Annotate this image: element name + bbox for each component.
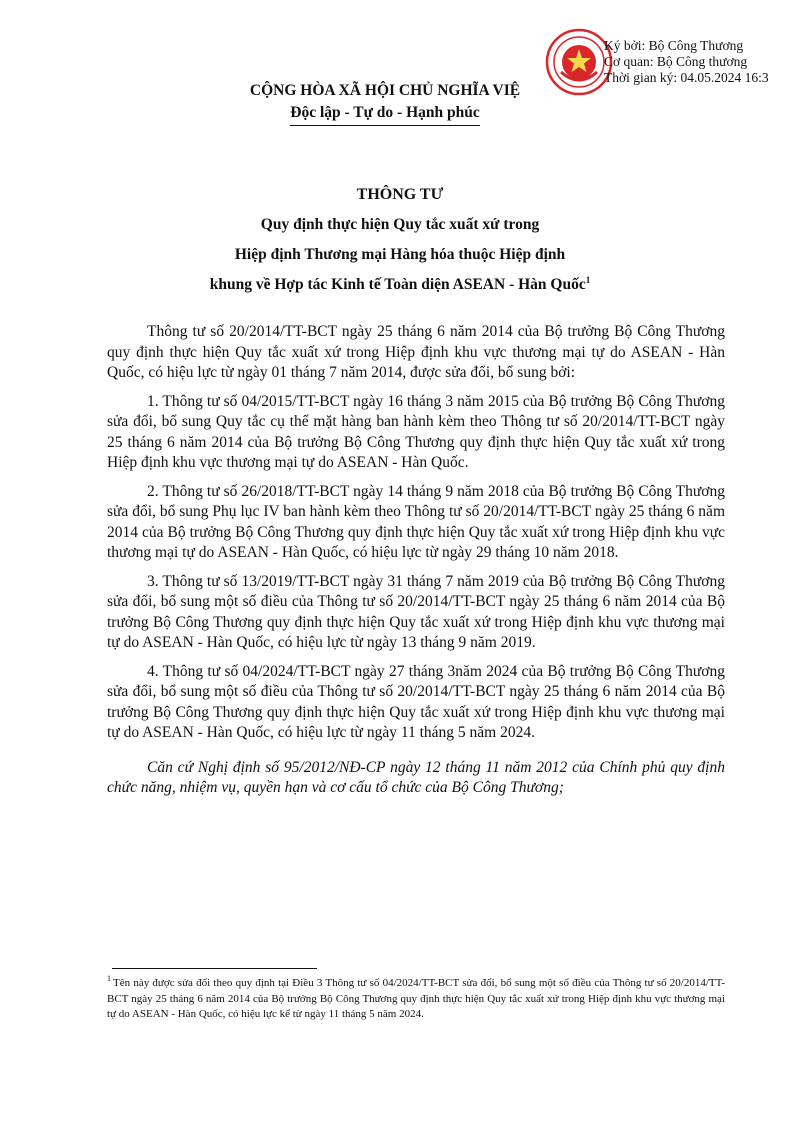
digital-signature-block xyxy=(604,38,769,86)
document-title xyxy=(0,180,800,300)
title-line-3-text: khung về Hợp tác Kinh tế Toàn diện ASEAN - Hàn Quốc xyxy=(209,276,586,293)
signature-signer: Ký bởi: Bộ Công Thương xyxy=(604,38,744,53)
title-line-2: Hiệp định Thương mại Hàng hóa thuộc Hiệp định xyxy=(234,246,566,263)
footnote-text: Tên này được sửa đổi theo quy định tại Điều 3 Thông tư số 04/2024/TT-BCT sửa đổi, bổ sung một số điều của Thông tư số 20/2014/TT-BCT ngày 25 tháng 6 năm 2014 của Bộ trưởng Bộ Công Thương quy định thực hiện Quy tắc xuất xứ trong Hiệp định khu vực thương mại tự do ASEAN - Hàn Quốc, có hiệu lực kể từ ngày 11 tháng 5 năm 2024. xyxy=(107,977,725,1020)
signature-time: Thời gian ký: 04.05.2024 16:3 xyxy=(604,70,769,85)
signature-agency: Cơ quan: Bộ Công thương xyxy=(604,54,748,69)
amendment-item-2: 2. Thông tư số 26/2018/TT-BCT ngày 14 tháng 9 năm 2018 của Bộ trưởng Bộ Công Thương sửa đổi, bổ sung Phụ lục IV ban hành kèm theo Thông tư số 20/2014/TT-BCT ngày 25 tháng 6 năm 2014 của Bộ trưởng Bộ Công Thương quy định thực hiện Quy tắc xuất xứ trong Hiệp định khu vực thương mại tự do ASEAN - Hàn Quốc, có hiệu lực từ ngày 29 tháng 10 năm 2018. xyxy=(107,482,725,561)
national-header xyxy=(215,80,555,126)
title-line-1: Quy định thực hiện Quy tắc xuất xứ trong xyxy=(260,216,540,233)
national-emblem-stamp-icon xyxy=(545,28,613,96)
document-body xyxy=(107,322,725,807)
footnote-divider xyxy=(112,968,317,969)
amendment-item-4: 4. Thông tư số 04/2024/TT-BCT ngày 27 tháng 3năm 2024 của Bộ trưởng Bộ Công Thương sửa đổi, bổ sung một số điều của Thông tư số 20/2014/TT-BCT ngày 25 tháng 6 năm 2014 của Bộ trưởng Bộ Công Thương quy định thực hiện Quy tắc xuất xứ trong Hiệp định khu vực thương mại tự do ASEAN - Hàn Quốc, có hiệu lực từ ngày 11 tháng 5 năm 2024. xyxy=(107,662,725,741)
legal-basis-paragraph: Căn cứ Nghị định số 95/2012/NĐ-CP ngày 12 tháng 11 năm 2012 của Chính phủ quy định chức năng, nhiệm vụ, quyền hạn và cơ cấu tổ chức của Bộ Công Thương; xyxy=(107,758,725,796)
amendment-item-3: 3. Thông tư số 13/2019/TT-BCT ngày 31 tháng 7 năm 2019 của Bộ trưởng Bộ Công Thương sửa đổi, bổ sung một số điều của Thông tư số 20/2014/TT-BCT ngày 25 tháng 6 năm 2014 của Bộ trưởng Bộ Công Thương quy định thực hiện Quy tắc xuất xứ trong Hiệp định khu vực thương mại tự do ASEAN - Hàn Quốc, có hiệu lực từ ngày 13 tháng 9 năm 2019. xyxy=(107,572,725,651)
title-main: THÔNG TƯ xyxy=(356,186,444,203)
intro-paragraph: Thông tư số 20/2014/TT-BCT ngày 25 tháng 6 năm 2014 của Bộ trưởng Bộ Công Thương quy định thực hiện Quy tắc xuất xứ trong Hiệp định khu vực thương mại tự do ASEAN - Hàn Quốc, có hiệu lực từ ngày 01 tháng 7 năm 2014, được sửa đổi, bổ sung bởi: xyxy=(107,323,725,381)
amendment-item-1: 1. Thông tư số 04/2015/TT-BCT ngày 16 tháng 3 năm 2015 của Bộ trưởng Bộ Công Thương sửa đổi, bổ sung Quy tắc cụ thể mặt hàng ban hành kèm theo Thông tư số 20/2014/TT-BCT ngày 25 tháng 6 năm 2014 của Bộ trưởng Bộ Công Thương quy định thực hiện Quy tắc xuất xứ trong Hiệp định khu vực thương mại tự do ASEAN - Hàn Quốc. xyxy=(107,392,725,471)
footnote-ref: 1 xyxy=(585,274,591,285)
footnote xyxy=(107,976,725,1023)
title-line-3 xyxy=(0,270,800,300)
national-motto: Độc lập - Tự do - Hạnh phúc xyxy=(290,102,479,126)
nation-name: CỘNG HÒA XÃ HỘI CHỦ NGHĨA VIỆ xyxy=(249,82,521,99)
footnote-number: 1 xyxy=(107,974,111,984)
